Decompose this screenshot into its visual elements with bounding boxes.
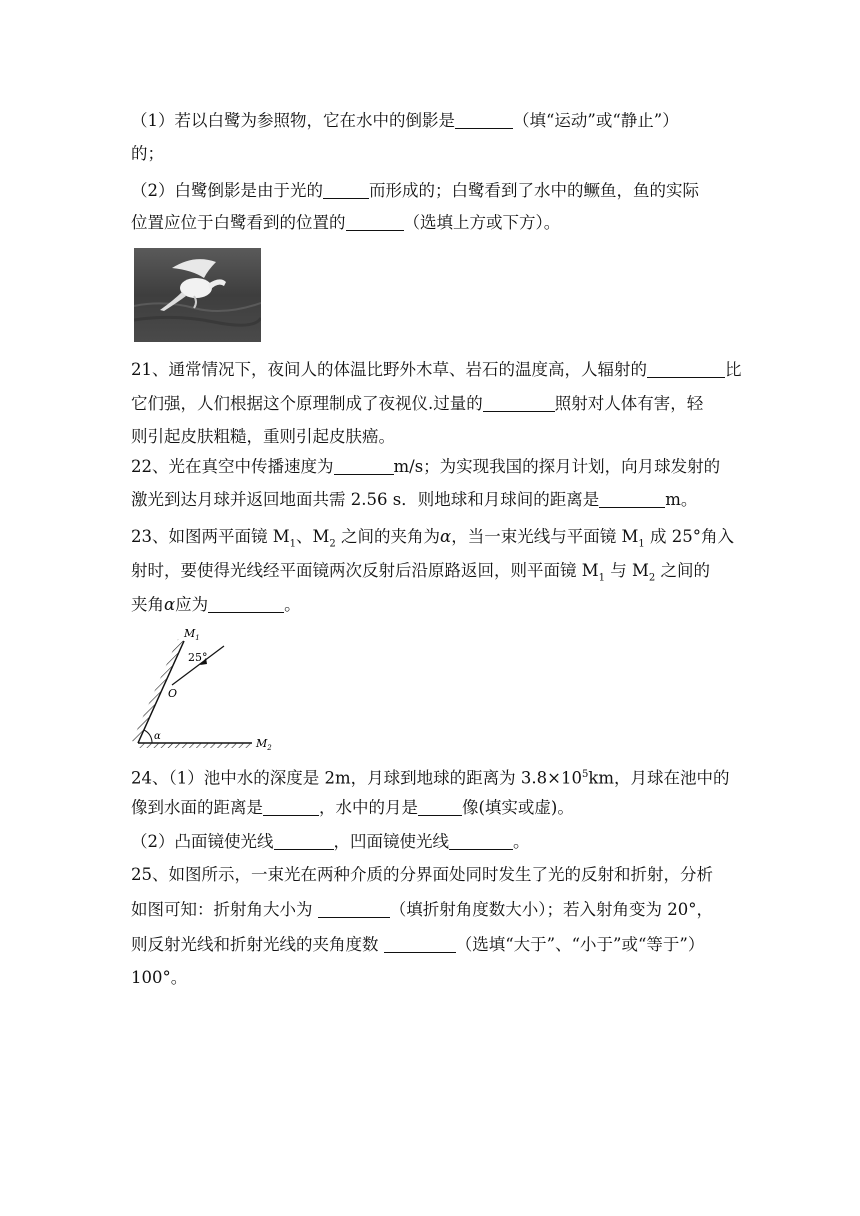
q23-sub-1: 1 <box>289 538 297 550</box>
q23-sub-2: 2 <box>329 538 336 550</box>
q24-text-a2: km，月球在池中的 <box>588 768 730 788</box>
q24-text-b2: ，水中的月是 <box>319 798 418 817</box>
q22-text-d: m。 <box>665 490 698 509</box>
q22-blank-1 <box>334 458 394 476</box>
q25-text-d: 100°。 <box>131 968 188 987</box>
q23-line2 <box>131 560 731 589</box>
q22-line1 <box>131 456 731 478</box>
q25-text-a: 25、如图所示，一束光在两种介质的分界面处同时发生了光的反射和折射，分析 <box>131 865 713 884</box>
q22-text-a: 22、光在真空中传播速度为 <box>131 457 334 476</box>
q24-line2 <box>131 797 731 819</box>
q24-text-b: 像到水面的距离是 <box>131 798 263 817</box>
q23-text-a: 23、如图两平面镜 M <box>131 527 290 546</box>
q24-text-c2: ，凹面镜使光线 <box>333 832 449 851</box>
q23-sub-5: 2 <box>648 572 656 584</box>
q20-part2-text-b: 而形成的；白鹭看到了水中的鳜鱼，鱼的实际 <box>369 181 699 200</box>
q21-line1 <box>131 359 742 381</box>
q24-blank-1 <box>263 799 319 817</box>
q21-line3 <box>131 426 731 448</box>
q23-line3 <box>131 594 731 616</box>
q23-text-a5: 成 25°角入 <box>644 527 734 546</box>
q23-text-b2: 与 M <box>605 561 649 580</box>
q22-text-b: m/s；为实现我国的探月计划，向月球发射的 <box>393 457 721 476</box>
q25-line3 <box>131 934 731 956</box>
q25-text-b: 如图可知：折射角大小为 <box>131 900 318 919</box>
label-angle-25: 25° <box>188 651 208 664</box>
q20-part2-line1 <box>131 180 731 202</box>
q23-text-a2: 、M <box>296 527 330 546</box>
q20-part2-text-c: 位置应位于白鹭看到的位置的 <box>131 213 346 232</box>
q20-part1-text: （1）若以白鹭为参照物，它在水中的倒影是 <box>131 111 455 130</box>
q25-text-c: 则反射光线和折射光线的夹角度数 <box>131 935 384 954</box>
q25-blank-2 <box>384 936 456 954</box>
label-m1: $M_1$ <box>184 627 200 642</box>
q23-line1 <box>131 526 734 555</box>
q23-text-c: 夹角 <box>131 595 164 614</box>
q25-line1 <box>131 864 731 886</box>
q23-text-b: 射时，要使得光线经平面镜两次反射后沿原路返回，则平面镜 M <box>131 561 599 580</box>
q24-line1 <box>131 764 731 790</box>
q23-alpha: α <box>440 527 452 546</box>
q25-line2 <box>131 899 731 921</box>
q23-text-b3: 之间的 <box>655 561 711 580</box>
q20-blank-3 <box>346 214 404 232</box>
q25-line4 <box>131 967 731 989</box>
mirror-m2-hatch <box>138 743 252 748</box>
q21-text-d: 照射对人体有害，轻 <box>554 394 704 413</box>
q21-blank-2 <box>483 395 555 413</box>
q20-part2-text: （2）白鹭倒影是由于光的 <box>131 181 323 200</box>
label-m2: $M_2$ <box>256 737 272 752</box>
q23-blank-1 <box>208 596 284 614</box>
q25-text-c2: （选填“大于”、“小于”或“等于”） <box>455 935 705 954</box>
q25-blank-1 <box>318 901 390 919</box>
q21-text-e: 则引起皮肤粗糙，重则引起皮肤癌。 <box>131 427 395 446</box>
q24-line3 <box>131 831 731 853</box>
q20-part2-line2 <box>131 212 731 234</box>
q22-text-c: 激光到达月球并返回地面共需 2.56 s．则地球和月球间的距离是 <box>131 490 600 509</box>
q24-sup: 5 <box>581 769 589 780</box>
q20-blank-2 <box>323 182 369 200</box>
q20-part1-tail: 的； <box>131 144 164 163</box>
egret-photo <box>134 248 261 342</box>
q22-line2 <box>131 489 731 511</box>
q23-text-c2: 应为 <box>175 595 209 614</box>
q20-part1-line1 <box>131 110 731 132</box>
q23-alpha-2: α <box>164 595 176 614</box>
q25-text-b2: （填折射角度数大小）；若入射角变为 20°， <box>389 900 713 919</box>
q24-text-b3: 像(填实或虚)。 <box>462 798 574 817</box>
mirror-diagram <box>128 625 278 753</box>
q23-sub-4: 1 <box>598 572 606 584</box>
q20-blank-1 <box>455 112 513 130</box>
q24-blank-2 <box>418 799 462 817</box>
q24-blank-4 <box>449 833 513 851</box>
label-point-o: O <box>168 687 178 700</box>
q22-blank-2 <box>599 491 665 509</box>
q24-text-a: 24、（1）池中水的深度是 2m，月球到地球的距离为 3.8×10 <box>131 768 582 788</box>
q21-text-b: 比 <box>725 360 742 379</box>
q20-part2-hint: （选填上方或下方）。 <box>403 213 561 232</box>
q20-part1-line2 <box>131 143 731 165</box>
q24-text-c: （2）凸面镜使光线 <box>131 832 274 851</box>
alpha-arc <box>144 730 152 743</box>
q21-blank-1 <box>647 361 725 379</box>
q23-sub-3: 1 <box>638 538 645 550</box>
q24-blank-3 <box>274 833 334 851</box>
q21-text-c: 它们强，人们根据这个原理制成了夜视仪.过量的 <box>131 394 483 413</box>
q21-text-a: 21、通常情况下，夜间人的体温比野外木草、岩石的温度高，人辐射的 <box>131 360 647 379</box>
label-alpha: α <box>154 731 161 742</box>
q23-text-a4: ，当一束光线与平面镜 M <box>451 527 639 546</box>
q20-part1-hint: （填“运动”或“静止”） <box>513 111 679 130</box>
q24-text-c3: 。 <box>513 832 530 851</box>
q23-text-a3: 之间的夹角为 <box>335 527 441 546</box>
q21-line2 <box>131 393 731 415</box>
q23-text-c3: 。 <box>284 595 301 614</box>
